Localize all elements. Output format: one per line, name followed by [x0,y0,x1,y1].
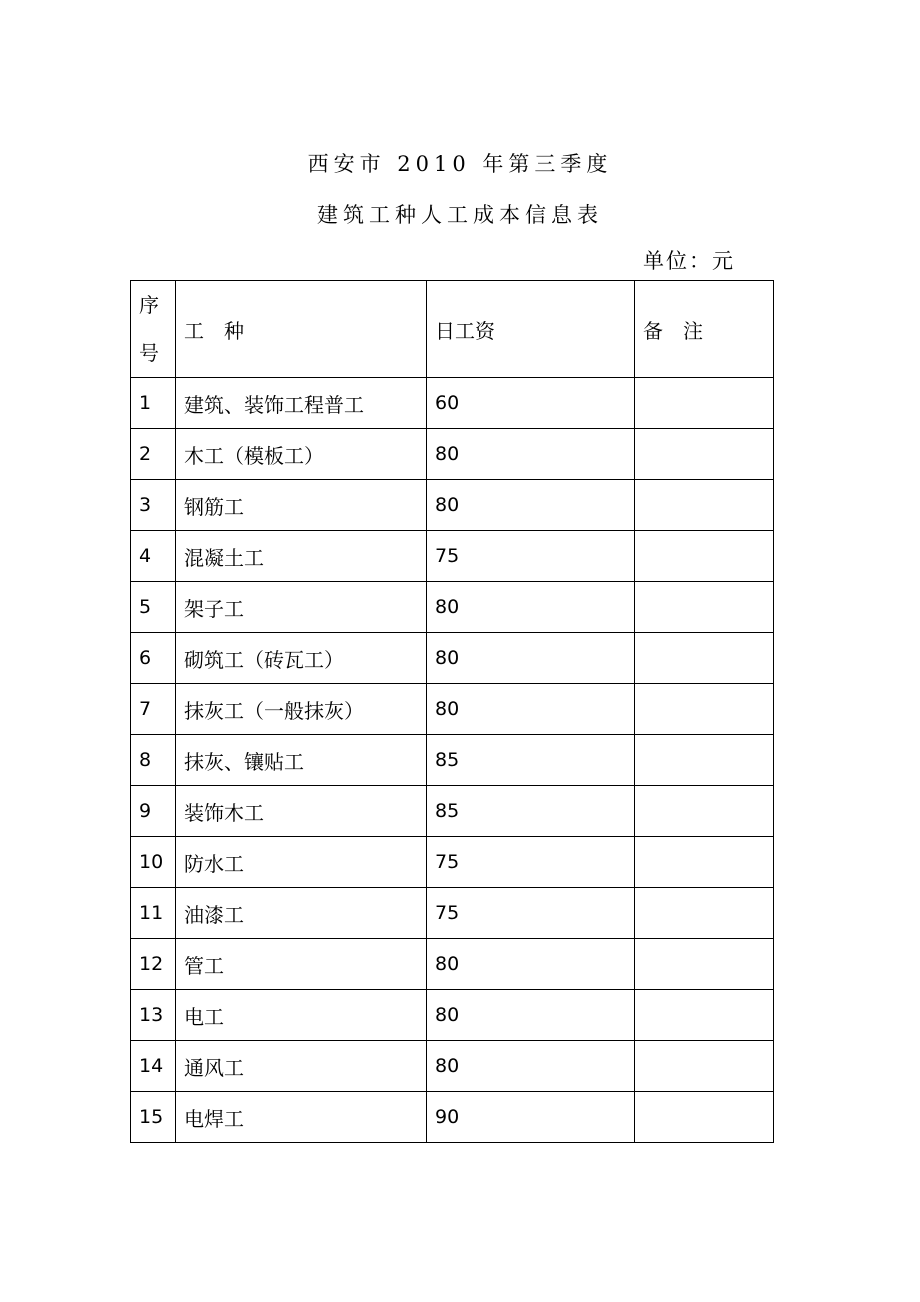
cell-daily-wage: 75 [427,837,635,888]
cell-remarks [635,735,774,786]
cell-number: 14 [131,1041,176,1092]
cell-daily-wage: 85 [427,786,635,837]
cell-trade: 管工 [176,939,427,990]
unit-label: 单位：元 [643,249,735,273]
cell-remarks [635,378,774,429]
cell-daily-wage: 75 [427,531,635,582]
cell-number: 7 [131,684,176,735]
column-header-remarks: 备 注 [635,281,774,378]
document-title-line-2: 建筑工种人工成本信息表 [317,203,603,227]
cell-remarks [635,531,774,582]
table-row [131,888,774,939]
cell-number: 10 [131,837,176,888]
cell-number: 4 [131,531,176,582]
cell-daily-wage: 90 [427,1092,635,1143]
cell-daily-wage: 80 [427,1041,635,1092]
cell-daily-wage: 80 [427,582,635,633]
cell-number: 15 [131,1092,176,1143]
cell-number: 6 [131,633,176,684]
cell-number: 1 [131,378,176,429]
table-row [131,684,774,735]
cell-remarks [635,1092,774,1143]
cell-trade: 抹灰、镶贴工 [176,735,427,786]
table-header-row [131,281,774,378]
cell-daily-wage: 80 [427,480,635,531]
table-row [131,1041,774,1092]
document-title-line-1: 西安市 2010 年第三季度 [307,152,613,176]
cell-remarks [635,939,774,990]
cell-trade: 抹灰工（一般抹灰） [176,684,427,735]
table-row [131,633,774,684]
cell-trade: 钢筋工 [176,480,427,531]
column-header-number: 序号 [131,281,176,378]
cell-number: 9 [131,786,176,837]
cell-trade: 木工（模板工） [176,429,427,480]
cell-remarks [635,837,774,888]
table-row [131,786,774,837]
table-row [131,378,774,429]
cell-trade: 电工 [176,990,427,1041]
cell-number: 13 [131,990,176,1041]
cell-daily-wage: 80 [427,429,635,480]
cell-trade: 架子工 [176,582,427,633]
table-row [131,480,774,531]
cell-remarks [635,684,774,735]
cell-trade: 防水工 [176,837,427,888]
cell-number: 12 [131,939,176,990]
table-row [131,735,774,786]
cell-daily-wage: 80 [427,990,635,1041]
cell-number: 11 [131,888,176,939]
cell-trade: 建筑、装饰工程普工 [176,378,427,429]
cell-daily-wage: 75 [427,888,635,939]
cell-remarks [635,888,774,939]
cell-trade: 通风工 [176,1041,427,1092]
column-header-trade: 工 种 [176,281,427,378]
cell-trade: 砌筑工（砖瓦工） [176,633,427,684]
labor-cost-table [130,280,774,1143]
cell-daily-wage: 80 [427,684,635,735]
table-row [131,531,774,582]
cell-number: 5 [131,582,176,633]
table-row [131,939,774,990]
cell-number: 8 [131,735,176,786]
cell-daily-wage: 80 [427,939,635,990]
cell-remarks [635,990,774,1041]
table-row [131,429,774,480]
cell-daily-wage: 60 [427,378,635,429]
cell-remarks [635,429,774,480]
cell-remarks [635,786,774,837]
column-header-daily-wage: 日工资 [427,281,635,378]
cell-trade: 油漆工 [176,888,427,939]
cell-remarks [635,480,774,531]
cell-trade: 电焊工 [176,1092,427,1143]
cell-remarks [635,633,774,684]
cell-number: 3 [131,480,176,531]
table-row [131,837,774,888]
cell-remarks [635,1041,774,1092]
table-row [131,582,774,633]
cell-trade: 装饰木工 [176,786,427,837]
cell-daily-wage: 85 [427,735,635,786]
cell-number: 2 [131,429,176,480]
cell-remarks [635,582,774,633]
cell-daily-wage: 80 [427,633,635,684]
table-row [131,1092,774,1143]
cell-trade: 混凝土工 [176,531,427,582]
table-row [131,990,774,1041]
